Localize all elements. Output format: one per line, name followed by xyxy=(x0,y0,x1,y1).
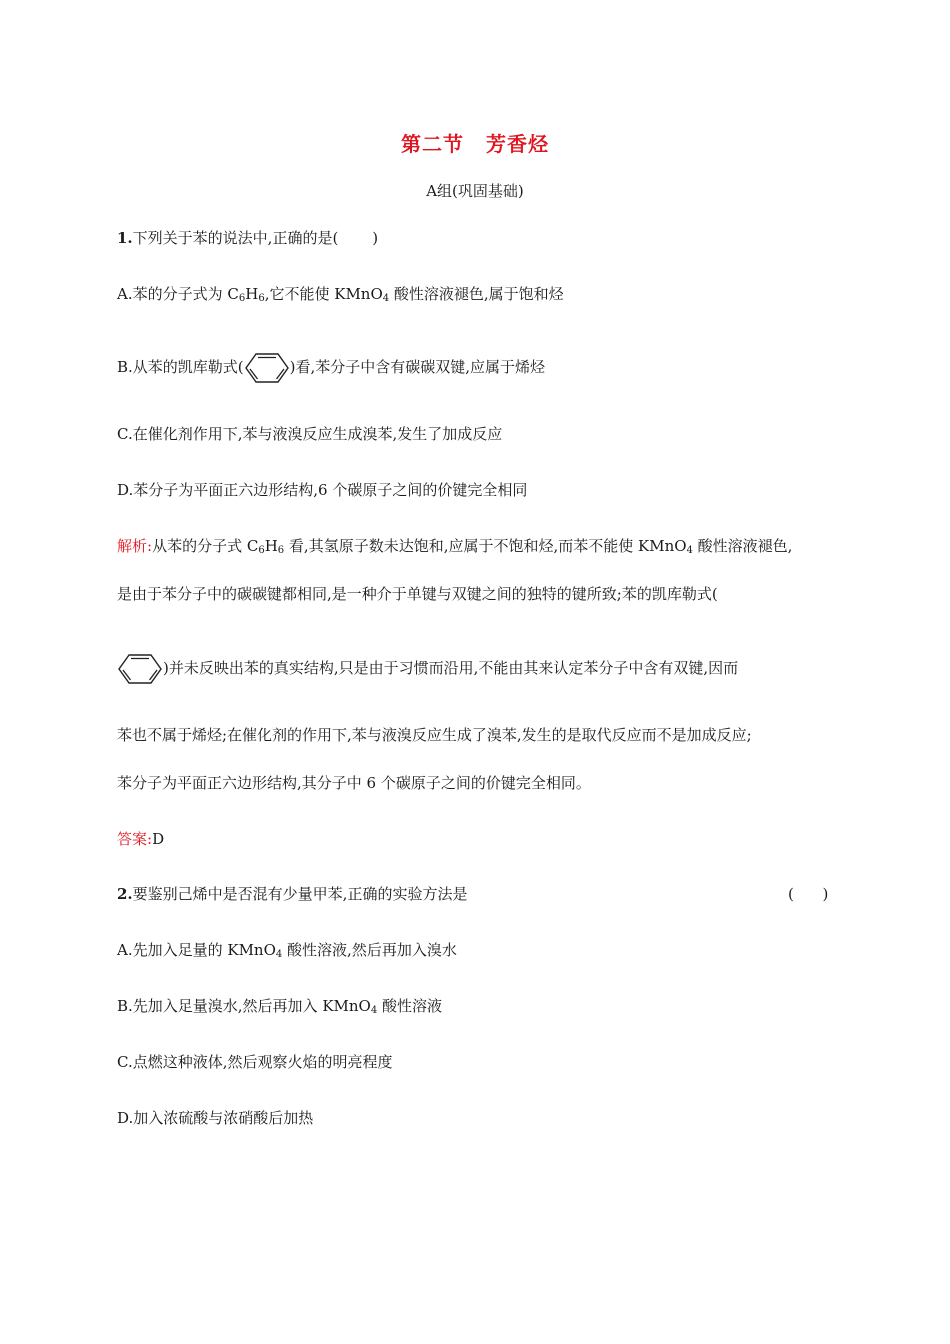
q1-close-paren: ) xyxy=(372,229,379,247)
analysis-line-3: )并未反映出苯的真实结构,只是由于习惯而沿用,不能由其来认定苯分子中含有双键,因而 xyxy=(117,652,738,686)
q2-option-d: D.加入浓硫酸与浓硝酸后加热 xyxy=(117,1109,314,1127)
answer-value: D xyxy=(152,830,165,848)
q1-option-b: B.从苯的凯库勒式( )看,苯分子中含有碳碳双键,应属于烯烃 xyxy=(117,351,545,385)
q1-option-d: D.苯分子为平面正六边形结构,6 个碳原子之间的价键完全相同 xyxy=(117,481,528,499)
analysis-label: 解析: xyxy=(117,537,153,555)
q2-stem xyxy=(117,884,467,904)
q2-option-a: A.先加入足量的 KMnO$_4$ 酸性溶液,然后再加入溴水 xyxy=(117,941,457,960)
q1-option-a: A.苯的分子式为 $C_6H_6$,它不能使 KMnO$_4$ 酸性溶液褪色,属于饱和烃 xyxy=(117,285,564,304)
benzene-structure-icon xyxy=(117,652,163,686)
analysis-line-2: 是由于苯分子中的碳碳键都相同,是一种介于单键与双键之间的独特的键所致;苯的凯库勒式( xyxy=(117,585,718,603)
analysis-line-4: 苯也不属于烯烃;在催化剂的作用下,苯与液溴反应生成了溴苯,发生的是取代反应而不是加成反应; xyxy=(117,726,752,744)
q2-option-c: C.点燃这种液体,然后观察火焰的明亮程度 xyxy=(117,1053,393,1071)
analysis-line-1: 解析:从苯的分子式 $C_6H_6$ 看,其氢原子数未达饱和,应属于不饱和烃,而苯不能使 KMnO$_4$ 酸性溶液褪色, xyxy=(117,537,793,556)
q1-stem xyxy=(117,228,378,248)
q2-number: 2. xyxy=(117,885,133,903)
q1-number: 1. xyxy=(117,229,133,247)
title-part2: 芳香烃 xyxy=(486,132,549,156)
q2-stem-text: 要鉴别己烯中是否混有少量甲苯,正确的实验方法是 xyxy=(132,885,468,903)
group-heading: A组(巩固基础) xyxy=(426,182,524,200)
q2-answer-paren: ( ) xyxy=(788,885,829,903)
benzene-structure-icon xyxy=(244,351,290,385)
section-title xyxy=(0,128,950,157)
answer-label: 答案: xyxy=(117,830,153,848)
q1-stem-text: 下列关于苯的说法中,正确的是( xyxy=(132,229,339,247)
q2-option-b: B.先加入足量溴水,然后再加入 KMnO$_4$ 酸性溶液 xyxy=(117,997,443,1016)
q1-option-c: C.在催化剂作用下,苯与液溴反应生成溴苯,发生了加成反应 xyxy=(117,425,503,443)
answer-line xyxy=(117,829,164,849)
analysis-line-5: 苯分子为平面正六边形结构,其分子中 6 个碳原子之间的价键完全相同。 xyxy=(117,774,591,792)
title-part1: 第二节 xyxy=(401,132,464,156)
